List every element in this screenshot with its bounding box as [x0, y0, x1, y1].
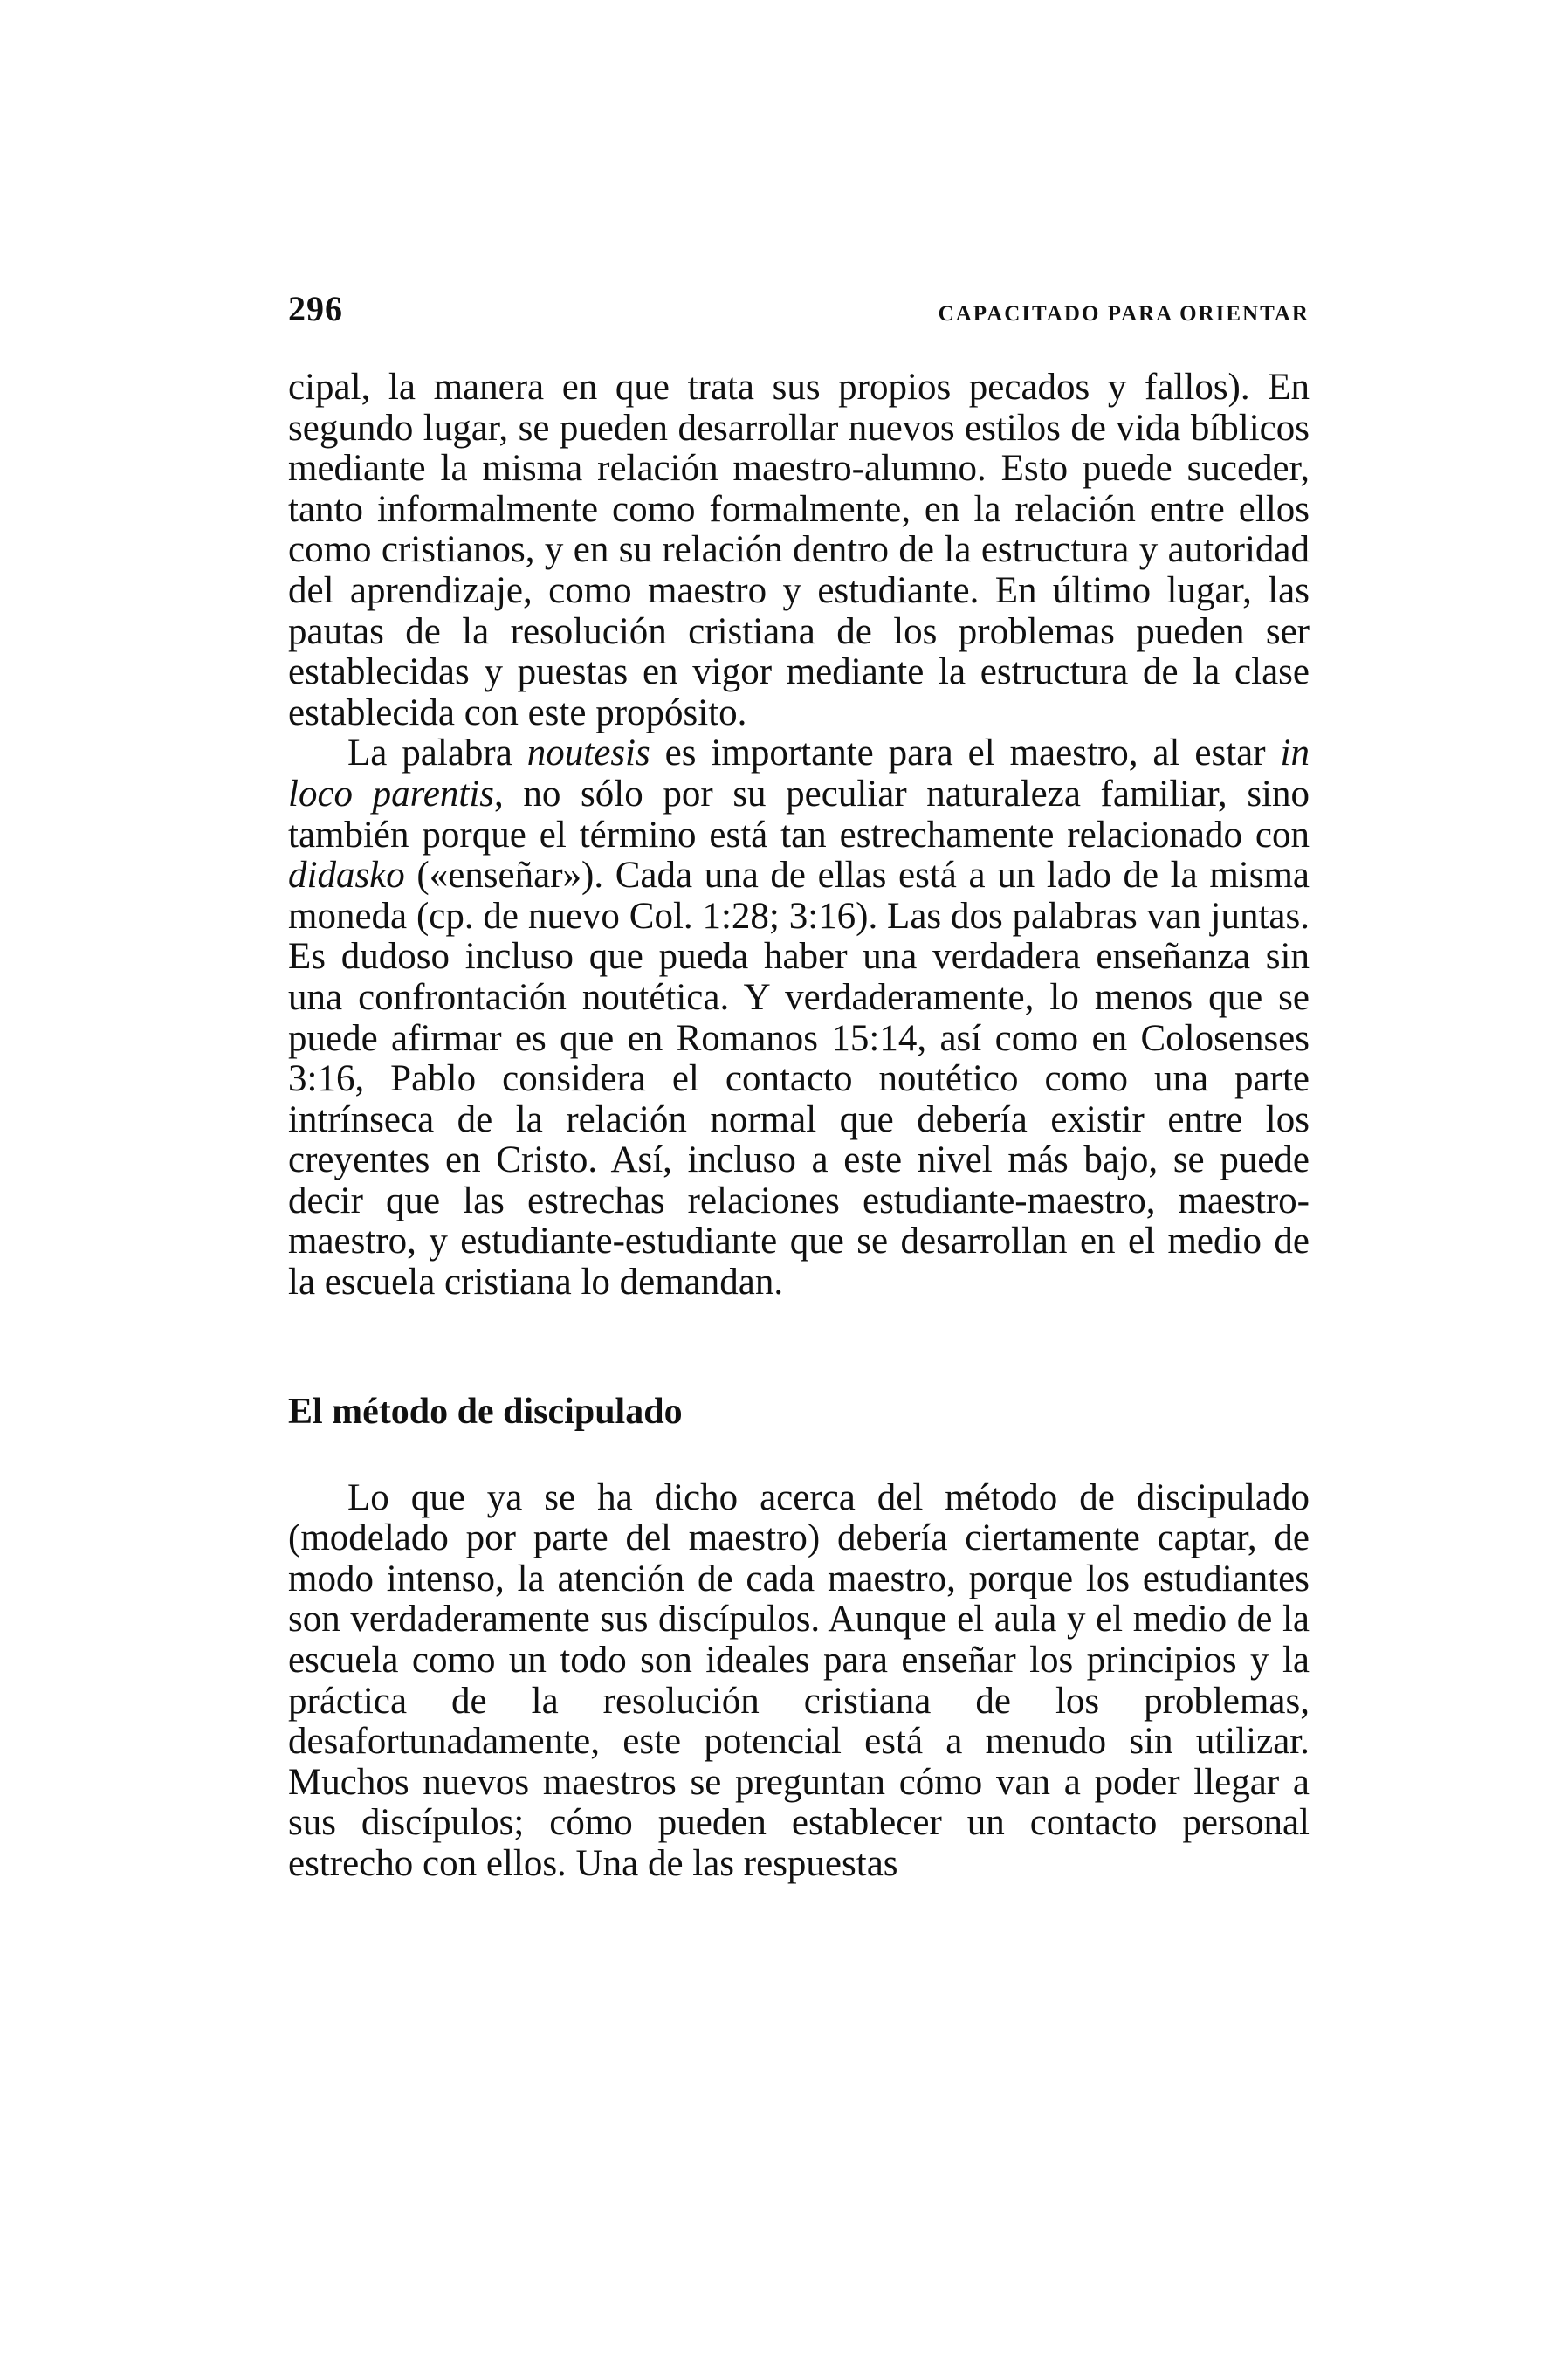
paragraph-noutesis-part2: es importante para el maestro, al estar [650, 733, 1281, 774]
term-in-loco-parentis: in loco parentis [288, 733, 1310, 815]
paragraph-noutesis-part3: , no sólo por su peculiar naturaleza familiar, sino también porque el término está tan estrechamente relacionado con [288, 773, 1310, 856]
paragraph-noutesis-part1: La palabra [347, 733, 527, 774]
book-page [288, 288, 1310, 1885]
body-text [288, 368, 1310, 1885]
term-didasko: didasko [288, 855, 405, 897]
running-title: CAPACITADO PARA ORIENTAR [938, 302, 1310, 326]
running-header [288, 288, 1310, 329]
section-heading: El método de discipulado [288, 1391, 683, 1432]
term-noutesis: noutesis [526, 733, 650, 774]
paragraph-noutesis-part4: («enseñar»). Cada una de ellas está a un lado de la misma moneda (cp. de nuevo Col. 1:28; 3:16). Las dos palabras van juntas. Es dudoso incluso que pueda haber una verdadera enseñanza sin una confrontación noutética. Y verdaderamente, lo menos que se puede afirmar es que en Romanos 15:14, así como en Colosenses 3:16, Pablo considera el contacto noutético como una parte intrínseca de la relación normal que debería existir entre los creyentes en Cristo. Así, incluso a este nivel más bajo, se puede decir que las estrechas relaciones estudiante-maestro, maestro-maestro, y estudiante-estudiante que se desarrollan en el medio de la escuela cristiana lo demandan. [288, 855, 1310, 1303]
paragraph-noutesis [288, 733, 1310, 1303]
paragraph-discipulado: Lo que ya se ha dicho acerca del método de discipulado (modelado por parte del maestro) debería ciertamente captar, de modo intenso, la atención de cada maestro, porque los estudiantes son verdaderamente sus discípulos. Aunque el aula y el medio de la escuela como un todo son ideales para enseñar los principios y la práctica de la resolución cristiana de los problemas, desafortunadamente, este potencial está a menudo sin utilizar. Muchos nuevos maestros se preguntan cómo van a poder llegar a sus discípulos; cómo pueden establecer un contacto personal estrecho con ellos. Una de las respuestas [288, 1476, 1310, 1884]
page-number: 296 [288, 289, 343, 328]
paragraph-continuation: cipal, la manera en que trata sus propios pecados y fallos). En segundo lugar, se pueden desarrollar nuevos estilos de vida bíblicos mediante la misma relación maestro-alumno. Esto puede suceder, tanto informalmente como formalmente, en la relación entre ellos como cristianos, y en su relación dentro de la estructura y autoridad del aprendizaje, como maestro y estudiante. En último lugar, las pautas de la resolución cristiana de los problemas pueden ser establecidas y puestas en vigor mediante la estructura de la clase establecida con este propósito. [288, 367, 1310, 733]
